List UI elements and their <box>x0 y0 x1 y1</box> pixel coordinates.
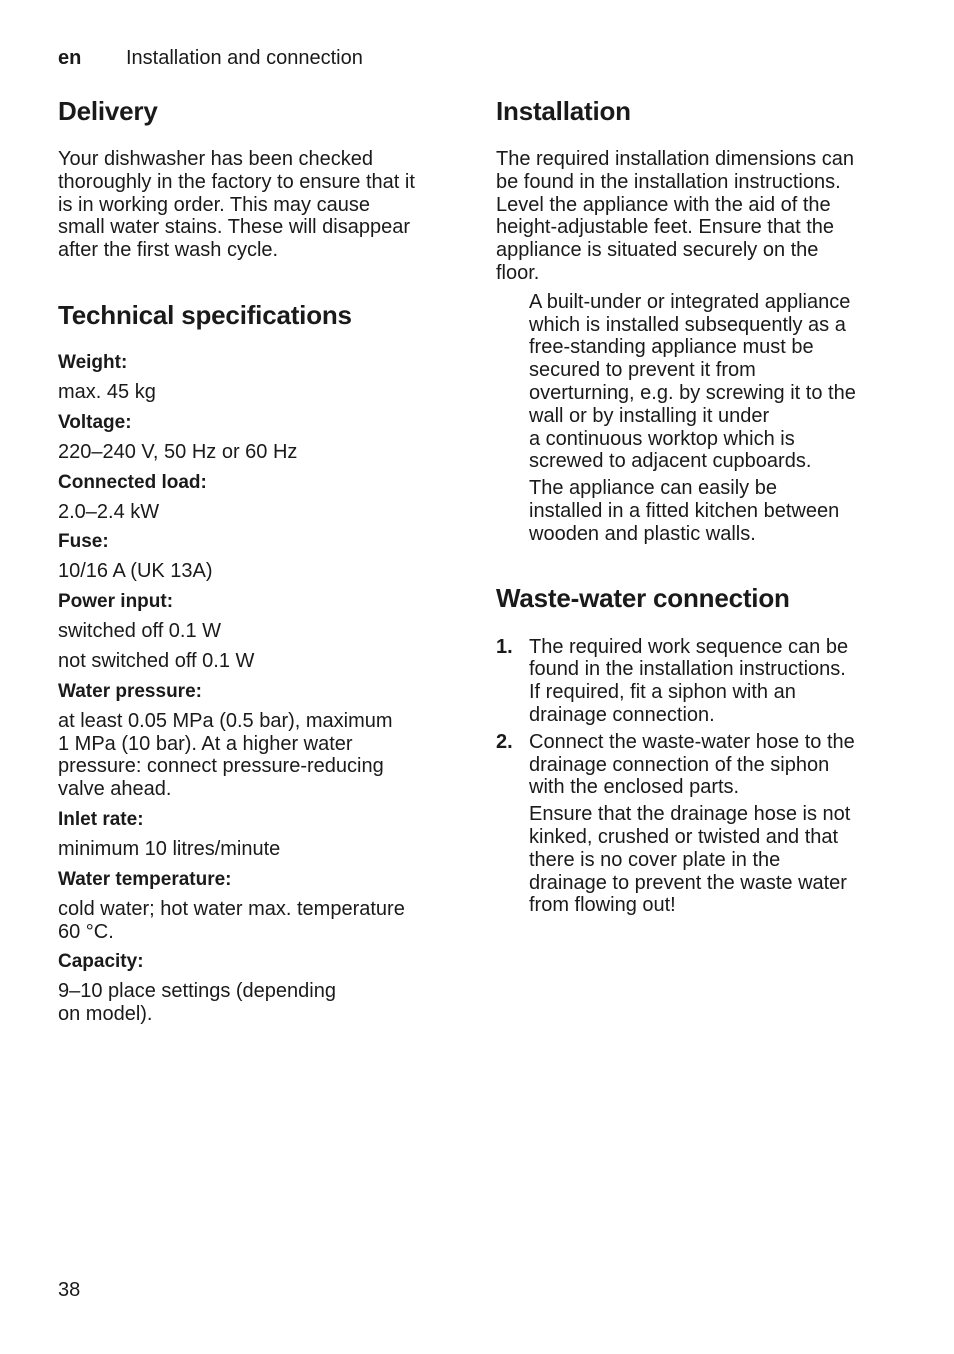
text-line: be found in the installation instructions. <box>496 170 841 193</box>
spec-list <box>58 352 458 1026</box>
spec-value <box>58 620 458 643</box>
spec-voltage <box>58 412 458 464</box>
text-line: wooden and plastic walls. <box>529 522 756 545</box>
step-text <box>529 636 906 727</box>
text-line: Connect the waste-water hose to the <box>529 730 855 753</box>
text-line: kinked, crushed or twisted and that <box>529 825 839 848</box>
spec-value <box>58 650 458 673</box>
section-title: Installation and connection <box>126 47 363 69</box>
spec-value <box>58 898 458 944</box>
spec-value <box>58 381 458 404</box>
spec-label: Power input: <box>58 591 174 613</box>
installation-heading: Installation <box>496 96 631 126</box>
text-line: The required work sequence can be <box>529 635 849 658</box>
spec-value <box>58 560 458 583</box>
text-line: max. 45 kg <box>58 380 156 403</box>
text-line: pressure: connect pressure-reducing <box>58 755 384 778</box>
text-line: wall or by installing it under <box>529 404 770 427</box>
text-line: valve ahead. <box>58 778 172 801</box>
text-line: with the enclosed parts. <box>529 776 740 799</box>
text-line: 9–10 place settings (depending <box>58 980 336 1003</box>
technical-specifications-heading: Technical specifications <box>58 299 352 330</box>
text-line: The appliance can easily be <box>529 477 777 500</box>
text-line: free-standing appliance must be <box>529 336 814 359</box>
spec-connected-load <box>58 472 458 524</box>
text-line: A built-under or integrated appliance <box>529 290 851 313</box>
text-line: is in working order. This may cause <box>58 193 370 216</box>
text-line: found in the installation instructions. <box>529 658 846 681</box>
spec-label: Connected load: <box>58 471 207 493</box>
spec-label: Water pressure: <box>58 680 202 702</box>
spec-label: Water temperature: <box>58 868 232 890</box>
spec-value <box>58 980 458 1026</box>
page-number: 38 <box>58 1279 81 1301</box>
text-line: not switched off 0.1 W <box>58 649 255 672</box>
text-line: installed in a fitted kitchen between <box>529 499 840 522</box>
text-line: which is installed subsequently as a <box>529 313 846 336</box>
right-column <box>496 95 906 917</box>
text-line: cold water; hot water max. temperature <box>58 897 405 920</box>
text-line: 2.0–2.4 kW <box>58 500 160 523</box>
text-line: The required installation dimensions can <box>496 148 854 170</box>
text-line: 1 MPa (10 bar). At a higher water <box>58 732 353 755</box>
page-header <box>58 45 363 71</box>
spec-value <box>58 441 458 464</box>
spec-capacity <box>58 951 458 1026</box>
spec-power-input <box>58 591 458 673</box>
text-line: minimum 10 litres/minute <box>58 837 281 860</box>
text-line: drainage to prevent the waste water <box>529 871 847 894</box>
text-line: there is no cover plate in the <box>529 848 781 871</box>
installation-intro <box>496 148 906 285</box>
installation-note-secure <box>496 291 906 473</box>
text-line: after the first wash cycle. <box>58 239 279 262</box>
spec-label: Weight: <box>58 351 128 373</box>
text-line: If required, fit a siphon with an <box>529 681 796 704</box>
spec-label: Inlet rate: <box>58 808 144 830</box>
spec-water-pressure <box>58 681 458 801</box>
text-line: drainage connection of the siphon <box>529 753 830 776</box>
text-line: on model). <box>58 1003 153 1026</box>
drainage-note <box>496 803 906 917</box>
text-line: Level the appliance with the aid of the <box>496 193 831 216</box>
delivery-heading: Delivery <box>58 96 158 126</box>
installation-note-fitted <box>496 477 906 545</box>
spec-value <box>58 838 458 861</box>
text-line: at least 0.05 MPa (0.5 bar), maximum <box>58 709 393 732</box>
waste-water-heading: Waste-water connection <box>496 582 790 613</box>
text-line: switched off 0.1 W <box>58 620 222 643</box>
text-line: Your dishwasher has been checked <box>58 148 374 170</box>
text-line: secured to prevent it from <box>529 359 756 382</box>
text-line: Ensure that the drainage hose is not <box>529 803 851 826</box>
text-line: a continuous worktop which is <box>529 427 795 450</box>
spec-fuse <box>58 531 458 583</box>
spec-value <box>58 710 458 801</box>
text-line: small water stains. These will disappear <box>58 216 411 239</box>
text-line: overturning, e.g. by screwing it to the <box>529 381 856 404</box>
spec-label: Voltage: <box>58 411 132 433</box>
spec-value <box>58 501 458 524</box>
text-line: thoroughly in the factory to ensure that it <box>58 170 415 193</box>
spec-label: Capacity: <box>58 951 144 973</box>
delivery-text <box>58 148 458 262</box>
text-line: floor. <box>496 261 540 284</box>
text-line: 10/16 A (UK 13A) <box>58 560 213 583</box>
text-line: height-adjustable feet. Ensure that the <box>496 216 835 239</box>
step-number: 2. <box>496 730 513 753</box>
step-number: 1. <box>496 635 513 658</box>
text-line: from flowing out! <box>529 894 676 917</box>
spec-water-temperature <box>58 869 458 944</box>
spec-inlet-rate <box>58 809 458 861</box>
step-2 <box>496 731 906 799</box>
spec-weight <box>58 352 458 404</box>
text-line: appliance is situated securely on the <box>496 239 819 262</box>
text-line: 220–240 V, 50 Hz or 60 Hz <box>58 440 298 463</box>
step-1 <box>496 636 906 727</box>
spec-label: Fuse: <box>58 531 109 553</box>
text-line: screwed to adjacent cupboards. <box>529 450 812 473</box>
step-text <box>529 731 906 799</box>
text-line: drainage connection. <box>529 703 715 726</box>
language-code: en <box>58 47 82 69</box>
text-line: 60 °C. <box>58 920 114 943</box>
left-column <box>58 95 458 1026</box>
